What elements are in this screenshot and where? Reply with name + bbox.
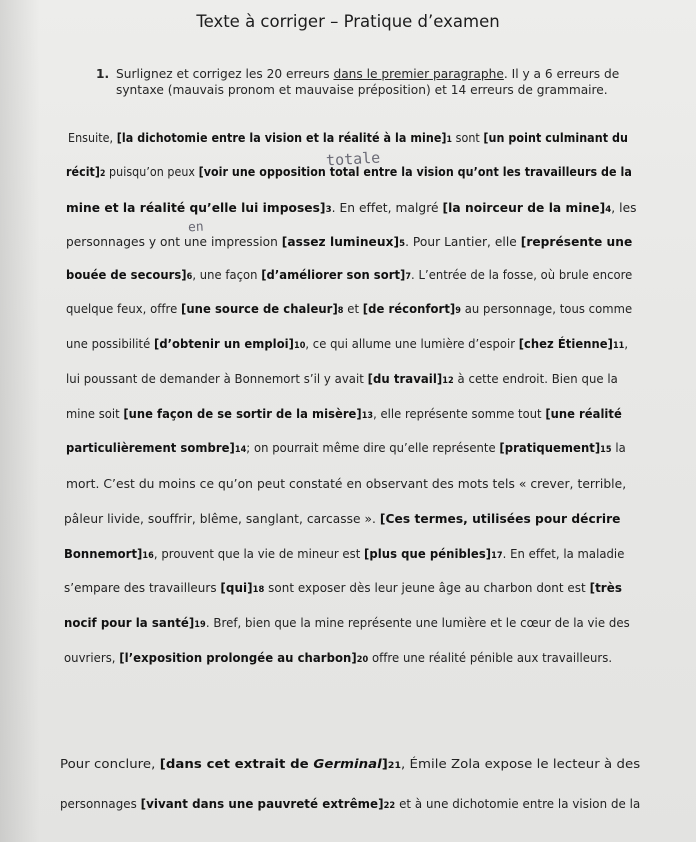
error-segment: [chez Étienne]	[518, 337, 613, 352]
text-segment: et à une dichotomie entre la vision de la	[395, 797, 641, 812]
text-line	[60, 757, 640, 772]
error-segment: bouée de secours]	[66, 268, 187, 283]
error-segment: [un point culminant du	[483, 131, 628, 146]
text-segment: Pour conclure,	[60, 757, 160, 772]
text-segment: sont exposer dès leur jeune âge au charbon dont est	[264, 581, 590, 596]
instruction-number: 1.	[96, 67, 110, 81]
text-segment: , elle représente somme tout	[373, 407, 546, 422]
error-segment: [d’améliorer son sort]	[261, 268, 406, 283]
text-segment: . En effet, malgré	[331, 201, 443, 216]
error-number: 14	[234, 445, 247, 455]
error-segment: [du travail]	[367, 372, 443, 387]
text-line	[66, 235, 632, 250]
text-segment: Ensuite,	[68, 131, 117, 146]
error-segment: [de réconfort]	[362, 302, 456, 317]
text-segment: , ce qui allume une lumière d’espoir	[305, 337, 519, 352]
text-segment: , les	[611, 201, 637, 216]
instruction-underlined: dans le premier paragraphe	[333, 67, 504, 81]
text-line	[66, 302, 632, 317]
error-segment: ]	[381, 757, 388, 772]
italic-title: Germinal	[313, 757, 382, 772]
error-segment: Bonnemort]	[64, 547, 143, 562]
error-segment: [qui]	[220, 581, 253, 596]
error-number: 2	[100, 169, 106, 179]
error-number: 7	[405, 272, 412, 282]
text-segment: . Pour Lantier, elle	[405, 235, 521, 250]
text-segment: , prouvent que la vie de mineur est	[153, 547, 365, 562]
handwritten-en: en	[187, 219, 205, 236]
text-segment: ; on pourrait même dire qu’elle représente	[246, 441, 500, 456]
error-segment: [Ces termes, utilisées pour décrire	[379, 512, 621, 527]
text-segment: offre une réalité pénible aux travailleurs.	[368, 651, 613, 666]
error-number: 20	[356, 655, 369, 665]
text-line	[66, 407, 622, 422]
text-line	[66, 201, 637, 216]
error-number: 22	[383, 801, 396, 811]
text-segment: à cette endroit. Bien que la	[453, 372, 618, 387]
text-segment: , Émile Zola expose le lecteur à des	[401, 757, 641, 772]
error-segment: nocif pour la santé]	[64, 616, 195, 631]
error-number: 17	[491, 551, 503, 561]
error-segment: [assez lumineux]	[281, 235, 400, 250]
text-line	[66, 337, 628, 352]
text-segment: lui poussant de demander à Bonnemort s’il y avait	[66, 372, 368, 387]
text-segment: quelque feux, offre	[66, 302, 182, 317]
handwritten-totale: totale	[325, 148, 381, 170]
error-number: 3	[325, 205, 332, 215]
error-segment: [plus que pénibles]	[364, 547, 492, 562]
text-segment: . Bref, bien que la mine représente une lumière et le cœur de la vie des	[205, 616, 630, 631]
error-number: 13	[361, 411, 374, 421]
error-segment: [voir une opposition total entre la vision qu’ont les travailleurs de la	[198, 165, 632, 180]
page-title: Texte à corriger – Pratique d’examen	[196, 12, 500, 31]
text-segment: et	[343, 302, 363, 317]
text-segment: . En effet, la maladie	[502, 547, 625, 562]
error-segment: [la dichotomie entre la vision et la réalité à la mine]	[116, 131, 447, 146]
text-segment: sont	[452, 131, 484, 146]
error-segment: [vivant dans une pauvreté extrême]	[140, 797, 384, 812]
error-segment: [très	[589, 581, 622, 596]
text-line	[66, 441, 626, 456]
text-line	[64, 547, 624, 562]
error-number: 16	[142, 551, 154, 561]
text-segment: . L’entrée de la fosse, où brule encore	[411, 268, 633, 283]
text-segment: personnages y ont une impression	[66, 235, 282, 250]
error-segment: [l’exposition prolongée au charbon]	[119, 651, 357, 666]
text-segment: une possibilité	[66, 337, 155, 352]
text-line	[66, 372, 618, 387]
text-segment: ,	[624, 337, 629, 352]
error-number: 19	[194, 620, 206, 630]
text-segment: , une façon	[192, 268, 262, 283]
error-segment: [une réalité	[545, 407, 622, 422]
error-number: 1	[446, 135, 453, 145]
error-number: 21	[387, 761, 402, 771]
page-shadow	[0, 0, 40, 842]
error-segment: récit]	[66, 165, 101, 180]
error-segment: [la noirceur de la mine]	[442, 201, 606, 216]
text-line	[66, 477, 626, 492]
error-number: 11	[612, 341, 625, 351]
error-number: 10	[293, 341, 306, 351]
error-number: 15	[600, 445, 612, 455]
error-segment: [une source de chaleur]	[181, 302, 338, 317]
text-line	[64, 651, 612, 666]
text-segment: pâleur livide, souffrir, blême, sanglant, carcasse ».	[64, 512, 380, 527]
text-line	[60, 797, 640, 812]
text-segment: puisqu’on peux	[105, 165, 199, 180]
text-line	[66, 165, 632, 180]
error-segment: [pratiquement]	[499, 441, 601, 456]
error-segment: mine et la réalité qu’elle lui imposes]	[66, 201, 326, 216]
text-segment: la	[611, 441, 626, 456]
text-line	[64, 581, 622, 596]
error-segment: [d’obtenir un emploi]	[154, 337, 294, 352]
error-number: 5	[399, 239, 406, 249]
instruction-line2: syntaxe (mauvais pronom et mauvaise préposition) et 14 erreurs de grammaire.	[116, 83, 608, 97]
error-number: 18	[252, 585, 265, 595]
error-segment: [représente une	[520, 235, 633, 250]
instruction-part2: . Il y a 6 erreurs de	[503, 67, 620, 81]
error-number: 12	[442, 376, 454, 386]
error-segment: [une façon de se sortir de la misère]	[123, 407, 362, 422]
text-segment: personnages	[60, 797, 141, 812]
error-segment: particulièrement sombre]	[66, 441, 235, 456]
instruction-part1: Surlignez et corrigez les 20 erreurs	[116, 67, 334, 81]
instruction	[96, 66, 636, 98]
text-segment: mort. C’est du moins ce qu’on peut constaté en observant des mots tels « crever, terrible,	[66, 477, 627, 492]
text-segment: ouvriers,	[64, 651, 120, 666]
text-line	[66, 268, 632, 283]
error-number: 9	[455, 306, 461, 316]
text-line	[68, 131, 628, 146]
error-number: 6	[186, 272, 193, 282]
text-segment: au personnage, tous comme	[460, 302, 633, 317]
text-segment: mine soit	[66, 407, 124, 422]
text-line	[64, 616, 630, 631]
text-line	[64, 512, 620, 527]
error-number: 4	[605, 205, 612, 215]
error-segment: [dans cet extrait de	[159, 757, 314, 772]
error-number: 8	[337, 306, 344, 316]
text-segment: s’empare des travailleurs	[64, 581, 221, 596]
